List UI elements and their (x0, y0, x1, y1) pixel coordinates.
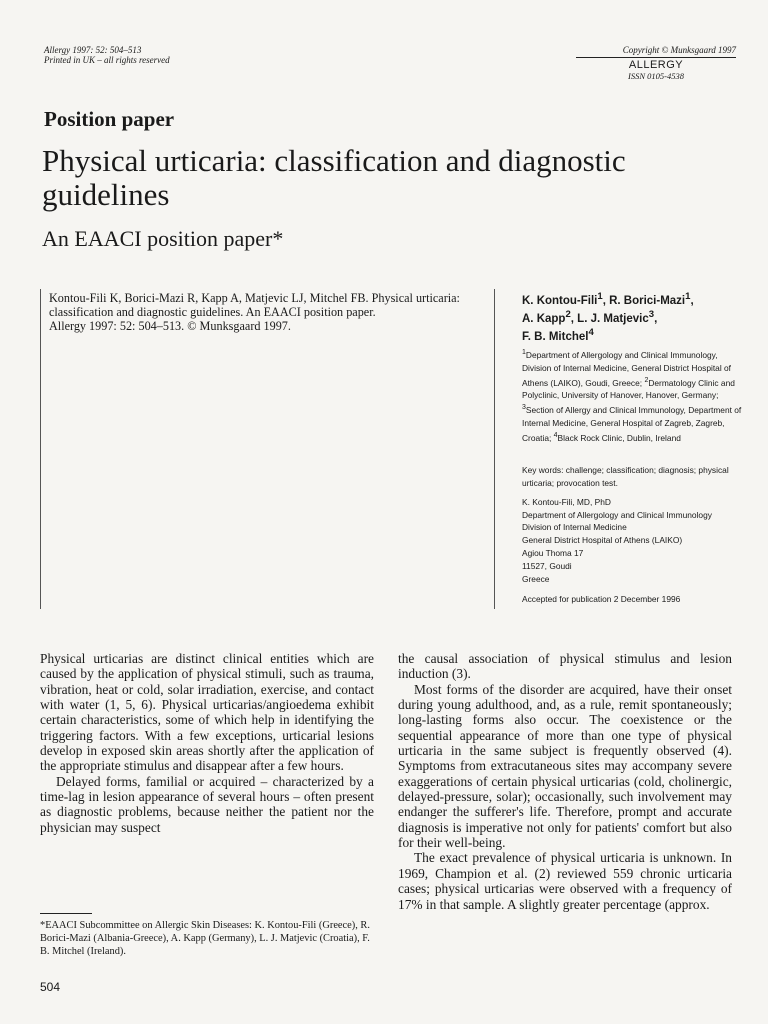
citation-reference: Kontou-Fili K, Borici-Mazi R, Kapp A, Matjevic LJ, Mitchel FB. Physical urticaria: classification and diagnostic guidelines. An EAACI position paper. (49, 291, 460, 319)
affil-mark: 1 (522, 349, 526, 357)
footnote-rule (40, 913, 92, 914)
address-line: 11527, Goudi (522, 560, 572, 571)
body-column-left (40, 651, 374, 835)
abstract-citation-box (40, 289, 495, 609)
body-paragraph: Most forms of the disorder are acquired, have their onset during young adulthood, and, as a rule, remit spontaneously; long-lasting forms also occur. The coexistence or the sequential appearance of more than one type of physical urticaria in the same subject is frequently observed (4). Symptoms from extracutaneous sites may accompany severe exaggerations of certain physical urticarias (cold, cholinergic, delayed-pressure, solar); occasionally, such involvement may endanger the sufferer's life. Therefore, prompt and accurate diagnosis is imperative not only for patients' comfort but also for their well-being. (398, 681, 732, 851)
address-line: Department of Allergology and Clinical Immunology (522, 509, 712, 520)
author-name: L. J. Matjevic (577, 312, 649, 325)
accepted-date: Accepted for publication 2 December 1996 (522, 594, 681, 605)
author-sidebar (522, 290, 742, 605)
running-header-citation (44, 45, 170, 65)
print-line: Printed in UK – all rights reserved (44, 55, 170, 65)
author-affil-mark: 3 (648, 308, 655, 320)
journal-masthead (576, 45, 736, 81)
affiliation: Department of Allergology and Clinical Immunology, Division of Internal Medicine, General District Hospital of Athens (LAIKO), Goudi, Greece; (522, 350, 731, 388)
article-title: Physical urticaria: classification and diagnostic guidelines (42, 143, 626, 212)
address-line: Agiou Thoma 17 (522, 548, 584, 559)
affiliation: Black Rock Clinic, Dublin, Ireland (557, 432, 681, 443)
author-list: K. Kontou-Fili$^1$, R. Borici-Mazi$^1$, A. Kapp$^2$, L. J. Matjevic$^3$, F. B. Mitchel$^4$ (522, 291, 694, 343)
author-name: R. Borici-Mazi (609, 294, 686, 307)
affiliation: Section of Allergy and Clinical Immunology, Department of Internal Medicine, General Hospital of Zagreb, Zagreb, Croatia; (522, 405, 742, 443)
page-number: 504 (40, 980, 61, 994)
body-paragraph: Delayed forms, familial or acquired – characterized by a time-lag in lesion appearance of several hours – often present as diagnostic problems, because neither the patient nor the physician may suspect (40, 773, 374, 835)
correspondence-address (522, 496, 742, 586)
body-column-right (398, 651, 732, 912)
address-line: General District Hospital of Athens (LAIKO) (522, 535, 683, 546)
copyright-line: Copyright © Munksgaard 1997 (622, 45, 736, 55)
affiliations (522, 347, 742, 444)
author-affil-mark: 2 (565, 308, 571, 320)
address-line: Greece (522, 573, 550, 584)
article-type: Position paper (44, 107, 175, 131)
author-name: F. B. Mitchel (522, 330, 589, 343)
citation-source: Allergy 1997: 52: 504–513. © Munksgaard 1997. (49, 319, 291, 333)
journal-name: ALLERGY (628, 59, 684, 71)
keywords: Key words: challenge; classification; diagnosis; physical urticaria; provocation test. (522, 465, 729, 489)
author-name: A. Kapp (522, 312, 566, 325)
affiliation: Dermatology Clinic and Polyclinic, University of Hanover, Hanover, Germany; (522, 377, 735, 401)
footnote: *EAACI Subcommittee on Allergic Skin Diseases: K. Kontou-Fili (Greece), R. Borici-Mazi (Albania-Greece), A. Kapp (Germany), L. J. Matjevic (Croatia), F. B. Mitchel (Ireland). (40, 920, 370, 957)
article-subtitle: An EAACI position paper* (42, 226, 284, 251)
issn: ISSN 0105-4538 (628, 71, 684, 81)
affil-mark: 3 (522, 404, 526, 412)
body-paragraph: The exact prevalence of physical urticaria is unknown. In 1969, Champion et al. (2) reviewed 559 chronic urticaria cases; physical urticarias were observed with a frequency of 17% in that sample. A slightly greater percentage (approx. (398, 850, 732, 912)
masthead-rule (576, 57, 736, 58)
author-affil-mark: 4 (588, 326, 594, 338)
affil-mark: 2 (644, 376, 649, 384)
author-affil-mark: 1 (597, 291, 603, 302)
body-paragraph: the causal association of physical stimulus and lesion induction (3). (398, 651, 732, 682)
citation-line: Allergy 1997: 52: 504–513 (44, 45, 142, 55)
body-paragraph: Physical urticarias are distinct clinical entities which are caused by the application of physical stimuli, such as trauma, vibration, heat or cold, solar irradiation, exercise, and contact with water (1, 5, 6). Physical urticarias/angioedema exhibit certain characteristics, some of which help in identifying the triggering factors. With a few exceptions, urticarial lesions develop in exposed skin areas shortly after the application of the appropriate stimulus and disappear after a few hours. (40, 651, 374, 774)
address-line: Division of Internal Medicine (522, 522, 627, 533)
author-affil-mark: 1 (685, 291, 691, 302)
affil-mark: 4 (553, 431, 558, 439)
author-name: K. Kontou-Fili (522, 294, 598, 307)
address-line: K. Kontou-Fili, MD, PhD (522, 496, 611, 507)
